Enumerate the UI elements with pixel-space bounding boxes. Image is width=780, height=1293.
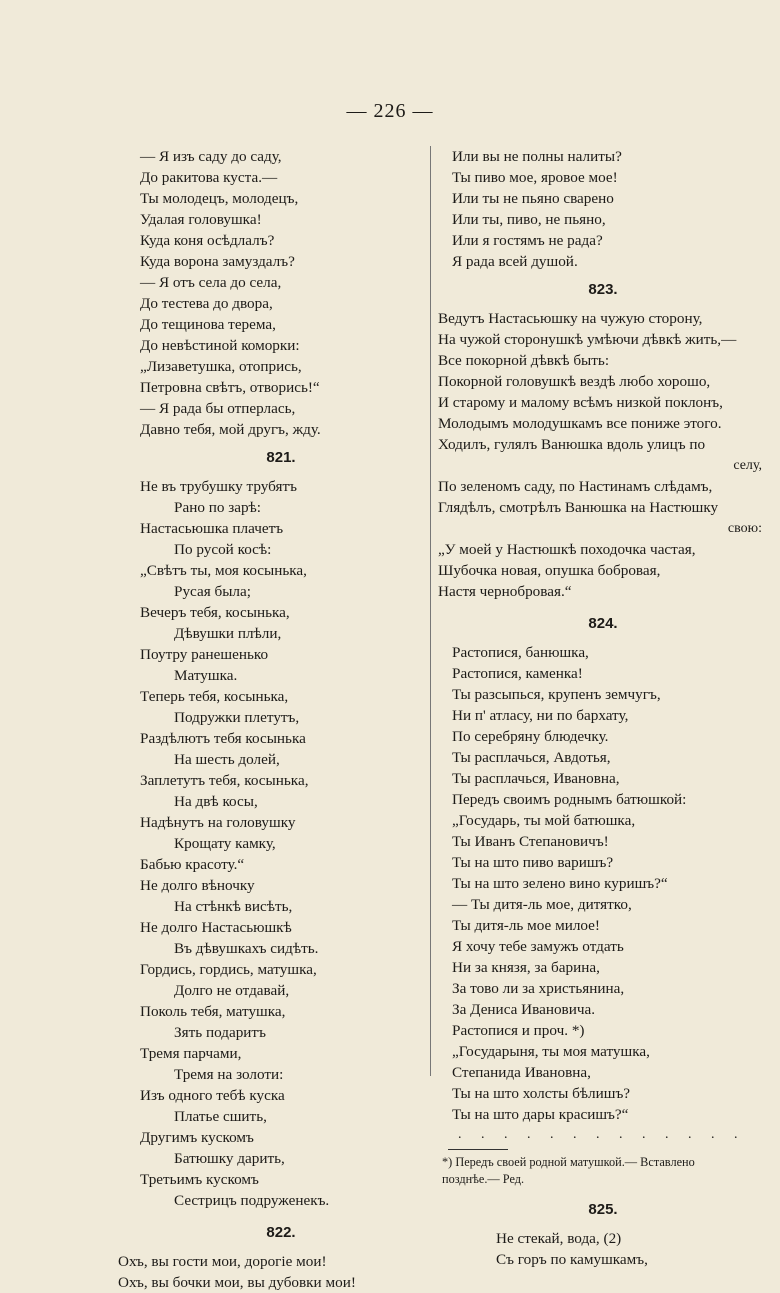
- verse-line: До тещинова терема,: [140, 316, 276, 333]
- verse-line: Дѣвушки плѣли,: [174, 625, 282, 642]
- verse-line: Рано по зарѣ:: [174, 499, 262, 516]
- verse-line: „Государь, ты мой батюшка,: [452, 812, 636, 829]
- verse-line: Ты на што зелено вино куришъ?“: [452, 875, 668, 892]
- verse-line: Изъ одного тебѣ куска: [140, 1087, 285, 1104]
- verse-line: Степанида Ивановна,: [452, 1064, 591, 1081]
- poem-824: [438, 642, 768, 1125]
- poem-825: [438, 1228, 768, 1270]
- verse-line: Не долго Настасьюшкѣ: [140, 919, 292, 936]
- verse-line: По зеленомъ саду, по Настинамъ слѣдамъ,: [438, 478, 713, 495]
- verse-line: Растопися и проч. *): [452, 1022, 585, 1039]
- verse-line: На двѣ косы,: [174, 793, 258, 810]
- verse-line: Долго не отдавай,: [174, 982, 290, 999]
- verse-line: Не стекай, вода, (2): [496, 1230, 622, 1247]
- verse-line: Куда коня осѣдлалъ?: [140, 232, 275, 249]
- verse-line: Батюшку дарить,: [174, 1150, 285, 1167]
- verse-line: Растопися, каменка!: [452, 665, 583, 682]
- verse-line: Все покорной дѣвкѣ быть:: [438, 352, 610, 369]
- verse-line: селу,: [733, 458, 762, 473]
- verse-line: Другимъ кускомъ: [140, 1129, 254, 1146]
- poem-number-825: 825.: [588, 1201, 618, 1218]
- verse-line: Тремя парчами,: [140, 1045, 242, 1062]
- footnote: [438, 1154, 768, 1188]
- verse-line: Съ горъ по камушкамъ,: [496, 1251, 648, 1268]
- verse-line: Или вы не полны налиты?: [452, 148, 622, 165]
- ellipsis-dots: . . . . . . . . . . . . .: [458, 1127, 746, 1142]
- verse-line: Поутру ранешенько: [140, 646, 269, 663]
- verse-line: Передъ своимъ роднымъ батюшкой:: [452, 791, 687, 808]
- verse-line: Платье сшить,: [174, 1108, 267, 1125]
- page-number: — 226 —: [346, 100, 434, 122]
- verse-line: Раздѣлютъ тебя косынька: [140, 730, 306, 747]
- verse-line: — Я изъ саду до саду,: [140, 148, 282, 165]
- verse-line: Ни п' атласу, ни по бархату,: [452, 707, 629, 724]
- verse-line: Покорной головушкѣ вездѣ любо хорошо,: [438, 373, 711, 390]
- verse-line: „Государыня, ты моя матушка,: [452, 1043, 650, 1060]
- verse-line: Сестрицъ подруженекъ.: [174, 1192, 330, 1209]
- poem-822-start: [118, 1251, 422, 1293]
- poem-number-822: 822.: [266, 1224, 296, 1241]
- verse-line: Удалая головушка!: [140, 211, 262, 228]
- verse-line: За тово ли за христьянина,: [452, 980, 625, 997]
- verse-line: Ходилъ, гулялъ Ванюшка вдоль улицъ по: [438, 436, 706, 453]
- verse-line: — Я отъ села до села,: [140, 274, 282, 291]
- verse-line: Или ты, пиво, не пьяно,: [452, 211, 606, 228]
- verse-line: свою:: [727, 521, 762, 536]
- verse-line: Поколь тебя, матушка,: [140, 1003, 286, 1020]
- verse-line: До ракитова куста.—: [140, 169, 278, 186]
- verse-line: Ни за князя, за барина,: [452, 959, 600, 976]
- verse-line: Давно тебя, мой другъ, жду.: [140, 421, 321, 438]
- verse-line: Настя чернобровая.“: [438, 583, 572, 600]
- verse-line: Матушка.: [174, 667, 238, 684]
- verse-line: Бабью красоту.“: [140, 856, 245, 873]
- verse-line: Шубочка новая, опушка бобровая,: [438, 562, 661, 579]
- verse-line: На чужой сторонушкѣ умѣючи дѣвкѣ жить,—: [438, 331, 737, 348]
- verse-line: Подружки плетутъ,: [174, 709, 300, 726]
- verse-line: Гордись, гордись, матушка,: [140, 961, 317, 978]
- verse-line: Ты Иванъ Степановичъ!: [452, 833, 609, 850]
- verse-line: На шесть долей,: [174, 751, 280, 768]
- verse-line: Или ты не пьяно сварено: [452, 190, 614, 207]
- verse-line: Ты разсыпься, крупенъ земчугъ,: [452, 686, 661, 703]
- poem-number-821: 821.: [266, 449, 296, 466]
- poem-822-continued: [438, 146, 768, 272]
- verse-line: Заплетутъ тебя, косынька,: [140, 772, 309, 789]
- verse-line: Ты на што холсты бѣлишъ?: [452, 1085, 631, 1102]
- verse-line: — Я рада бы отперлась,: [140, 400, 296, 417]
- verse-line: Ты пиво мое, яровое мое!: [452, 169, 618, 186]
- poem-intro: [140, 146, 422, 440]
- verse-line: Я хочу тебе замужъ отдать: [452, 938, 624, 955]
- verse-line: За Дениса Ивановича.: [452, 1001, 596, 1018]
- verse-line: Петровна свѣтъ, отворись!“: [140, 379, 320, 396]
- verse-line: Крощату камку,: [174, 835, 276, 852]
- verse-line: „У моей у Настюшкѣ походочка частая,: [438, 541, 696, 558]
- verse-line: „Лизаветушка, отопрись,: [140, 358, 302, 375]
- verse-line: Не въ трубушку трубятъ: [140, 478, 297, 495]
- verse-line: Не долго вѣночку: [140, 877, 255, 894]
- verse-line: До невѣстиной коморки:: [140, 337, 300, 354]
- verse-line: Теперь тебя, косынька,: [140, 688, 289, 705]
- verse-line: Куда ворона замуздалъ?: [140, 253, 295, 270]
- verse-line: Глядѣлъ, смотрѣлъ Ванюшка на Настюшку: [438, 499, 719, 516]
- verse-line: *) Передъ своей родной матушкой.— Вставлено: [442, 1155, 695, 1169]
- verse-line: По серебряну блюдечку.: [452, 728, 609, 745]
- verse-line: Ты на што дары красишъ?“: [452, 1106, 629, 1123]
- poem-821: [140, 476, 422, 1211]
- verse-line: Зять подаритъ: [174, 1024, 266, 1041]
- verse-line: Я рада всей душой.: [452, 253, 578, 270]
- verse-line: До тестева до двора,: [140, 295, 273, 312]
- verse-line: Ведутъ Настасьюшку на чужую сторону,: [438, 310, 703, 327]
- verse-line: Надѣнутъ на головушку: [140, 814, 296, 831]
- poem-823: [438, 308, 768, 602]
- right-column: [438, 146, 768, 1270]
- verse-line: Въ дѣвушкахъ сидѣть.: [174, 940, 319, 957]
- verse-line: Русая была;: [174, 583, 251, 600]
- verse-line: Охъ, вы гости мои, дорогіе мои!: [118, 1253, 327, 1270]
- verse-line: Ты дитя-ль мое милое!: [452, 917, 600, 934]
- verse-line: Тремя на золоти:: [174, 1066, 284, 1083]
- verse-line: Молодымъ молодушкамъ все пониже этого.: [438, 415, 722, 432]
- poem-number-823: 823.: [588, 281, 618, 298]
- verse-line: Вечеръ тебя, косынька,: [140, 604, 290, 621]
- verse-line: Растопися, банюшка,: [452, 644, 589, 661]
- verse-line: Ты расплачься, Авдотья,: [452, 749, 611, 766]
- verse-line: Ты на што пиво варишъ?: [452, 854, 614, 871]
- verse-line: Охъ, вы бочки мои, вы дубовки мои!: [118, 1274, 356, 1291]
- verse-line: Третьимъ кускомъ: [140, 1171, 259, 1188]
- footnote-rule: [448, 1149, 508, 1150]
- poem-number-824: 824.: [588, 615, 618, 632]
- verse-line: Ты расплачься, Ивановна,: [452, 770, 620, 787]
- verse-line: Ты молодецъ, молодецъ,: [140, 190, 299, 207]
- column-divider: [430, 146, 431, 1076]
- verse-line: Или я гостямъ не рада?: [452, 232, 603, 249]
- verse-line: И старому и малому всѣмъ низкой поклонъ,: [438, 394, 723, 411]
- verse-line: „Свѣтъ ты, моя косынька,: [140, 562, 307, 579]
- verse-line: На стѣнкѣ висѣть,: [174, 898, 293, 915]
- verse-line: Настасьюшка плачетъ: [140, 520, 284, 537]
- verse-line: позднѣе.— Ред.: [442, 1172, 525, 1186]
- left-column: [118, 146, 422, 1293]
- verse-line: — Ты дитя-ль мое, дитятко,: [452, 896, 632, 913]
- verse-line: По русой косѣ:: [174, 541, 272, 558]
